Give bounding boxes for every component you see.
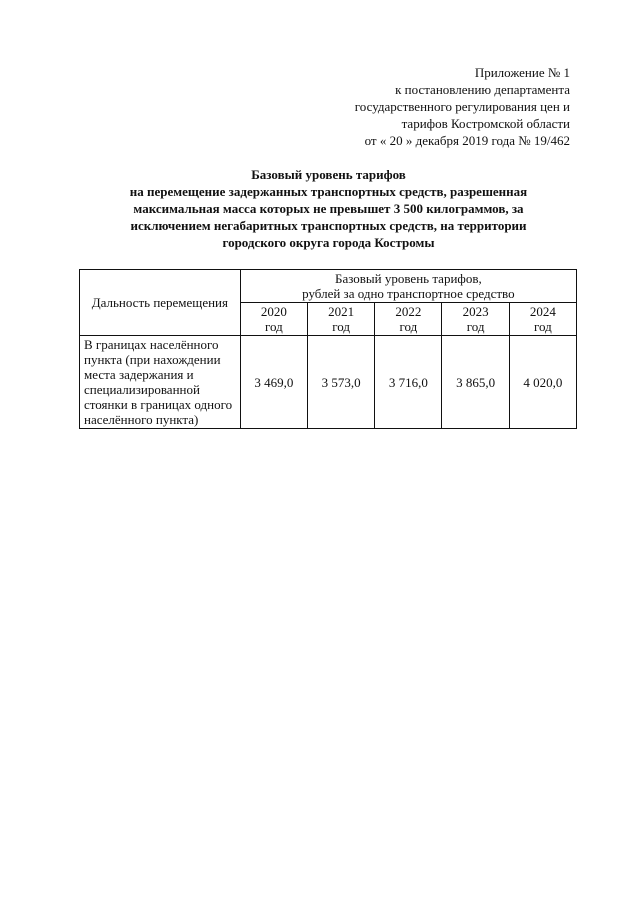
appendix-date-number: от « 20 » декабря 2019 года № 19/462 bbox=[364, 133, 570, 148]
year-label: 2023 bbox=[462, 304, 489, 319]
document-title bbox=[80, 166, 577, 251]
header-tariff-line-2: рублей за одно транспортное средство bbox=[302, 286, 515, 301]
tariff-value-2022: 3 716,0 bbox=[375, 336, 442, 429]
tariff-table bbox=[79, 269, 577, 429]
title-line-3: максимальная масса которых не превышет 3 500 килограммов, за bbox=[133, 201, 524, 216]
year-label: 2020 bbox=[260, 304, 287, 319]
header-tariff-line-1: Базовый уровень тарифов, bbox=[335, 271, 482, 286]
appendix-line-2: к постановлению департамента bbox=[395, 82, 570, 97]
year-unit: год bbox=[399, 319, 418, 334]
appendix-line-3: государственного регулирования цен и bbox=[354, 99, 570, 114]
header-distance: Дальность перемещения bbox=[80, 270, 241, 336]
header-year-2020 bbox=[240, 303, 307, 336]
year-label: 2021 bbox=[328, 304, 355, 319]
year-unit: год bbox=[533, 319, 552, 334]
header-tariff bbox=[240, 270, 576, 303]
year-label: 2024 bbox=[529, 304, 556, 319]
appendix-block bbox=[355, 64, 570, 149]
year-unit: год bbox=[264, 319, 283, 334]
title-line-1: Базовый уровень тарифов bbox=[251, 167, 406, 182]
row-description: В границах населённого пункта (при нахождении места задержания и специализированной стоянки в границах одного населённого пункта) bbox=[80, 336, 241, 429]
tariff-value-2020: 3 469,0 bbox=[240, 336, 307, 429]
appendix-line-4: тарифов Костромской области bbox=[401, 116, 570, 131]
year-unit: год bbox=[332, 319, 350, 334]
header-year-2021 bbox=[307, 303, 374, 336]
title-line-2: на перемещение задержанных транспортных средств, разрешенная bbox=[129, 184, 528, 199]
header-year-2024 bbox=[509, 303, 576, 336]
table-row bbox=[80, 336, 577, 429]
year-unit: год bbox=[466, 319, 485, 334]
tariff-value-2023: 3 865,0 bbox=[442, 336, 509, 429]
title-line-5: городского округа города Костромы bbox=[222, 235, 435, 250]
year-label: 2022 bbox=[395, 304, 422, 319]
header-year-2023 bbox=[442, 303, 509, 336]
appendix-number: Приложение № 1 bbox=[474, 65, 570, 80]
header-year-2022 bbox=[375, 303, 442, 336]
title-line-4: исключением негабаритных транспортных средств, на территории bbox=[130, 218, 527, 233]
tariff-value-2024: 4 020,0 bbox=[509, 336, 576, 429]
tariff-value-2021: 3 573,0 bbox=[307, 336, 374, 429]
